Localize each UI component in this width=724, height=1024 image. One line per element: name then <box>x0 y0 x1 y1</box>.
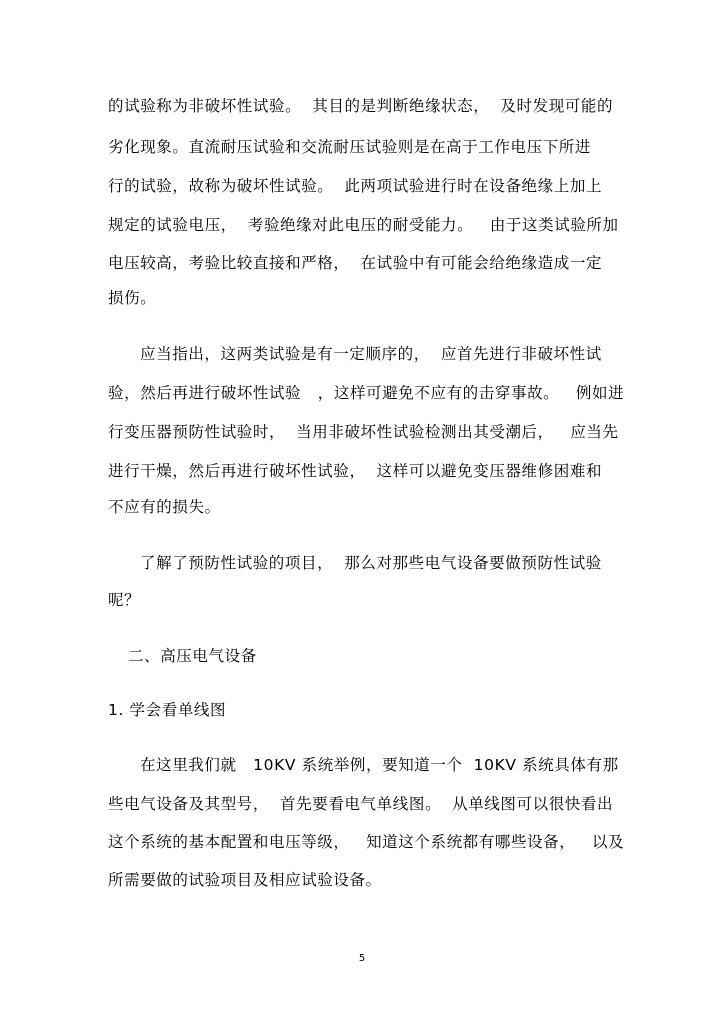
subsection-heading: 1. 学会看单线图 <box>108 701 227 719</box>
paragraph-line: 电压较高，考验比较直接和严格， 在试验中有可能会给绝缘造成一定 <box>108 254 603 272</box>
paragraph-line: 验，然后再进行破坏性试验 ，这样可避免不应有的击穿事故。 例如进 <box>108 384 625 402</box>
paragraph-line: 呢？ <box>108 591 141 609</box>
paragraph-line: 些电气设备及其型号， 首先要看电气单线图。 从单线图可以很快看出 <box>108 795 614 813</box>
paragraph-line: 应当指出，这两类试验是有一定顺序的， 应首先进行非破坏性试 <box>140 345 602 363</box>
page-number: 5 <box>358 953 366 964</box>
paragraph-line: 损伤。 <box>108 289 157 307</box>
paragraph-line: 行的试验，故称为破坏性试验。 此两项试验进行时在设备绝缘上加上 <box>108 177 603 195</box>
section-heading: 二、高压电气设备 <box>128 647 257 665</box>
paragraph-line: 进行干燥，然后再进行破坏性试验， 这样可以避免变压器维修困难和 <box>108 462 603 480</box>
paragraph-line: 的试验称为非破坏性试验。 其目的是判断绝缘状态， 及时发现可能的 <box>108 97 614 115</box>
paragraph-line: 这个系统的基本配置和电压等级， 知道这个系统都有哪些设备， 以及 <box>108 833 625 851</box>
paragraph-line: 劣化现象。直流耐压试验和交流耐压试验则是在高于工作电压下所进 <box>108 138 592 156</box>
paragraph-line: 在这里我们就 10KV 系统举例，要知道一个 10KV 系统具体有那 <box>140 756 619 774</box>
paragraph-line: 行变压器预防性试验时， 当用非破坏性试验检测出其受潮后， 应当先 <box>108 423 619 441</box>
paragraph-line: 了解了预防性试验的项目， 那么对那些电气设备要做预防性试验 <box>140 554 602 572</box>
paragraph-line: 规定的试验电压， 考验绝缘对此电压的耐受能力。 由于这类试验所加 <box>108 216 619 234</box>
paragraph-line: 所需要做的试验项目及相应试验设备。 <box>108 871 382 889</box>
paragraph-line: 不应有的损失。 <box>108 498 221 516</box>
